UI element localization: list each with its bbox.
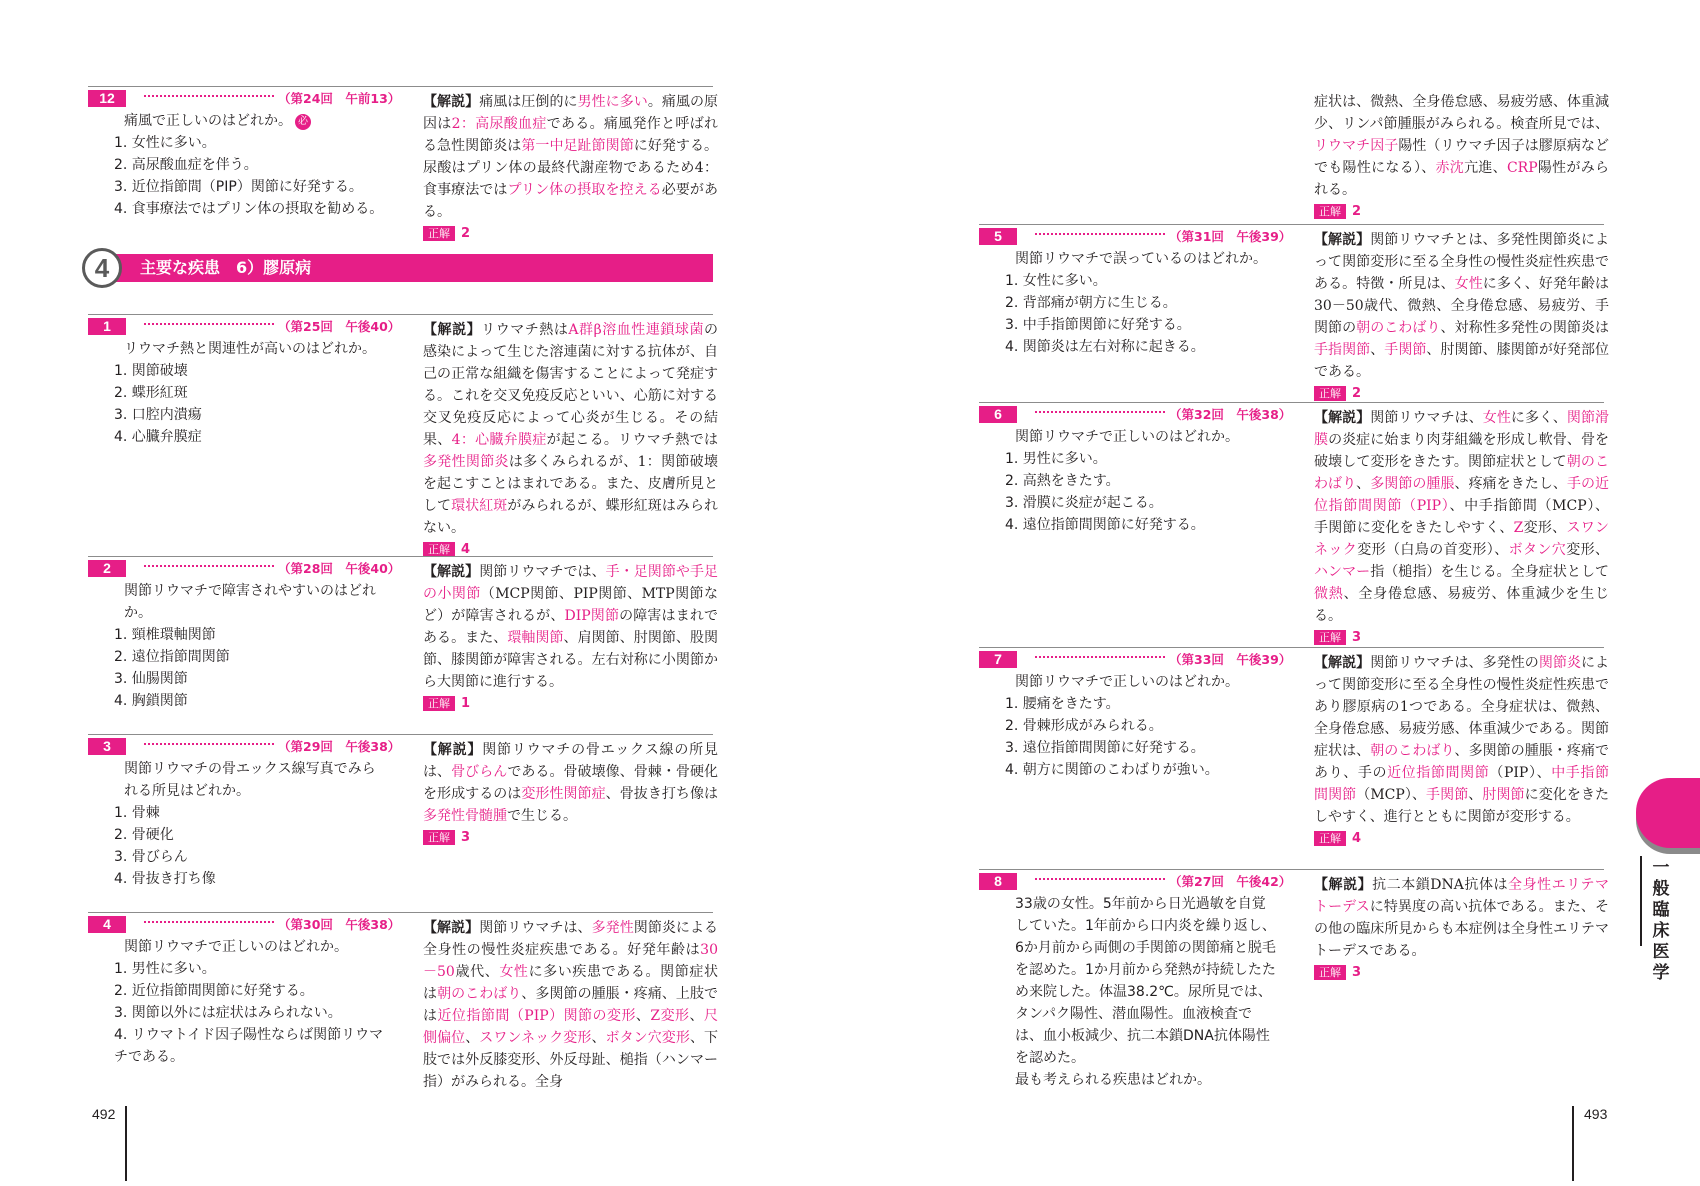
highlight-term: CRP xyxy=(1506,160,1538,176)
answer-value: 4 xyxy=(1352,831,1362,846)
question-block xyxy=(88,314,719,557)
highlight-term: 手関節 xyxy=(1384,342,1427,358)
explanation-fragment: （PIP）、 xyxy=(1489,765,1552,781)
continuation-block xyxy=(979,86,1610,219)
highlight-term: 近位指節間（PIP）関節の変形 xyxy=(437,1008,636,1024)
explanation-fragment: 関節リウマチの骨エックス線の所見は、 xyxy=(423,742,718,780)
answer-option: 4. 胸鎖関節 xyxy=(114,693,188,709)
question-number: 12 xyxy=(88,90,126,107)
explanation-fragment: 指（槌指）を生じる。全身症状として xyxy=(1370,564,1610,580)
explanation-text xyxy=(1314,655,1609,825)
explanation-fragment: 、多関節の腫脹・疼痛、上肢では xyxy=(423,986,719,1024)
answer-option: 4. リウマトイド因子陽性ならば関節リウマチである。 xyxy=(114,1027,384,1065)
question-block xyxy=(979,869,1609,1088)
answer-option: 3. 関節以外には症状はみられない。 xyxy=(114,1005,342,1021)
explanation-fragment: 陽性（リウマチ因子は膠原病などでも陽性になる）、 xyxy=(1314,138,1610,176)
question-body xyxy=(110,580,385,712)
explanation xyxy=(1314,652,1609,849)
section-number: 4 xyxy=(94,253,110,283)
explanation-fragment: 変形、 xyxy=(1523,520,1567,536)
question-number: 5 xyxy=(979,228,1017,245)
question-number: 3 xyxy=(88,738,126,755)
highlight-term: 尺側偏位 xyxy=(423,1008,718,1046)
page-divider-left xyxy=(125,1106,127,1181)
dotted-leader xyxy=(1035,233,1165,235)
explanation-fragment: 抗二本鎖DNA抗体は xyxy=(1372,877,1509,893)
question-stem-2: 最も考えられる疾患はどれか。 xyxy=(1015,1072,1211,1088)
question-stem xyxy=(1001,671,1276,693)
highlight-term: 変形性関節症 xyxy=(521,786,606,802)
explanation-fragment: によって関節変形に至る全身性の慢性炎症性疾患であり膠原病の1つである。全身症状は、微熱、全身倦怠感、易疲労感、体重減少である。関節症状は、 xyxy=(1314,655,1610,759)
explanation-fragment: 、 xyxy=(591,1030,606,1046)
explanation-fragment: 変形、 xyxy=(1566,542,1610,558)
answer-option: 3. 骨びらん xyxy=(114,849,188,865)
explanation-fragment: 関節リウマチは、 xyxy=(479,920,592,936)
question-body xyxy=(1001,893,1276,1091)
question-block xyxy=(979,647,1609,857)
answer-row xyxy=(1314,202,1609,222)
page-number-left: 492 xyxy=(92,1106,116,1122)
explanation-text xyxy=(1314,91,1609,201)
answer-option: 2. 近位指節間関節に好発する。 xyxy=(114,983,314,999)
explanation-fragment: が起こる。リウマチ熱では xyxy=(546,432,718,448)
answer-row xyxy=(1314,963,1609,983)
explanation-fragment: 、全身倦怠感、易疲労、体重減少を生じる。 xyxy=(1314,586,1610,624)
explanation-fragment: 関節リウマチは、多発性の xyxy=(1370,655,1539,671)
explanation xyxy=(423,319,718,560)
highlight-term: 朝のこわばり xyxy=(437,986,522,1002)
explanation-fragment: 、 xyxy=(1468,787,1483,803)
explanation-label: 【解説】 xyxy=(423,564,480,580)
dotted-leader xyxy=(1035,411,1165,413)
question-stem xyxy=(110,580,385,624)
explanation-fragment: 必要がある。 xyxy=(423,182,718,220)
highlight-term: 手指関節 xyxy=(1314,342,1371,358)
dotted-leader xyxy=(1035,878,1165,880)
answer-label: 正解 xyxy=(1314,630,1346,645)
answer-option: 1. 女性に多い。 xyxy=(114,135,216,151)
explanation xyxy=(423,91,718,244)
answer-value: 1 xyxy=(461,696,471,711)
highlight-term: 多発性 xyxy=(591,920,634,936)
answer-option: 1. 関節破壊 xyxy=(114,363,188,379)
explanation-fragment: 陽性がみられる。 xyxy=(1314,160,1610,198)
question-number: 4 xyxy=(88,916,126,933)
explanation-fragment: に変化をきたしやすく、進行とともに関節が変形する。 xyxy=(1314,787,1610,825)
dotted-leader xyxy=(144,565,274,567)
answer-option: 1. 女性に多い。 xyxy=(1005,273,1107,289)
question-stem-text: 関節リウマチで正しいのはどれか。 xyxy=(124,939,348,955)
question-block xyxy=(979,224,1610,401)
highlight-term: 肘関節 xyxy=(1482,787,1525,803)
explanation-fragment: 、対称性多発性の関節炎は xyxy=(1440,320,1610,336)
question-source: （第27回 午後42） xyxy=(1169,874,1292,889)
highlight-term: 第一中足趾節関節 xyxy=(521,138,634,154)
highlight-term: 朝のこわばり xyxy=(1314,454,1609,492)
highlight-term: DIP関節 xyxy=(564,608,620,624)
answer-value: 4 xyxy=(461,542,471,557)
highlight-term: 中手指節間関節 xyxy=(1314,765,1610,803)
explanation-fragment: （MCP関節、PIP関節、MTP関節など）が障害されるが、 xyxy=(423,586,718,624)
question-stem xyxy=(1001,248,1276,270)
question-block xyxy=(88,734,718,904)
explanation-fragment: で生じる。 xyxy=(507,808,577,824)
question-stem xyxy=(1001,426,1276,448)
question-number: 6 xyxy=(979,406,1017,423)
explanation-fragment: 、疼痛をきたし、 xyxy=(1454,476,1567,492)
answer-row xyxy=(423,828,718,848)
highlight-term: Z xyxy=(1513,520,1524,536)
answer-option: 1. 男性に多い。 xyxy=(1005,451,1107,467)
explanation-fragment: 歳代、 xyxy=(454,964,500,980)
explanation-fragment: 関節リウマチは、 xyxy=(1370,410,1483,426)
highlight-term: 30－50 xyxy=(423,942,718,980)
highlight-term: 女性 xyxy=(1454,276,1483,292)
answer-option: 2. 高熱をきたす。 xyxy=(1005,473,1120,489)
explanation-fragment: 、骨抜き打ち像は xyxy=(605,786,719,802)
question-stem-text: 関節リウマチで正しいのはどれか。 xyxy=(1015,674,1239,690)
question-number: 8 xyxy=(979,873,1017,890)
explanation-fragment: に多く、 xyxy=(1510,410,1567,426)
chapter-tab[interactable] xyxy=(1636,778,1700,848)
question-source: （第30回 午後38） xyxy=(278,917,401,932)
highlight-term: プリン体の摂取を控える xyxy=(507,182,662,198)
answer-row xyxy=(1314,829,1609,849)
question-block xyxy=(88,556,718,726)
highlight-term: 赤沈 xyxy=(1435,160,1465,176)
explanation-fragment: 、中手指節間（MCP）、手関節に変化をきたしやすく、 xyxy=(1314,498,1609,536)
explanation-fragment: に多い疾患である。関節症状は xyxy=(423,964,719,1002)
explanation-fragment: である。痛風発作と呼ばれる急性関節炎は xyxy=(423,116,718,154)
question-source: （第25回 午後40） xyxy=(278,319,401,334)
question-body xyxy=(1001,671,1276,781)
page-number-right: 493 xyxy=(1584,1106,1608,1122)
question-stem-text: 関節リウマチの骨エックス線写真でみられる所見はどれか。 xyxy=(124,761,376,799)
explanation xyxy=(1314,407,1609,648)
question-body xyxy=(110,758,385,890)
highlight-term: 関節炎 xyxy=(1538,655,1581,671)
answer-option: 1. 男性に多い。 xyxy=(114,961,216,977)
section-header xyxy=(88,254,713,282)
explanation xyxy=(1314,874,1609,983)
highlight-term: スワンネック変形 xyxy=(479,1030,592,1046)
highlight-term: 男性に多い xyxy=(577,94,648,110)
answer-option: 3. 口腔内潰瘍 xyxy=(114,407,202,423)
question-source: （第29回 午後38） xyxy=(278,739,401,754)
answer-label: 正解 xyxy=(1314,204,1346,219)
answer-row xyxy=(1314,384,1609,404)
explanation xyxy=(423,561,718,714)
question-number: 7 xyxy=(979,651,1017,668)
answer-option: 2. 高尿酸血症を伴う。 xyxy=(114,157,258,173)
explanation-fragment: リウマチ熱は xyxy=(481,322,569,338)
answer-option: 1. 腰痛をきたす。 xyxy=(1005,696,1120,712)
question-stem-text: 痛風で正しいのはどれか。 xyxy=(124,113,292,129)
answer-label: 正解 xyxy=(423,542,455,557)
answer-label: 正解 xyxy=(423,696,455,711)
explanation-text xyxy=(423,920,718,1090)
explanation-fragment: （MCP）、 xyxy=(1356,787,1427,803)
answer-label: 正解 xyxy=(423,226,455,241)
explanation-fragment: がみられるが、蝶形紅斑はみられない。 xyxy=(423,498,719,536)
question-number: 1 xyxy=(88,318,126,335)
explanation-label: 【解説】 xyxy=(1314,877,1373,893)
highlight-term: リウマチ因子 xyxy=(1314,138,1399,154)
explanation-fragment: に特異度の高い抗体である。また、その他の臨床所見からも本症例は全身性エリテマトーデスである。 xyxy=(1314,899,1609,959)
question-body xyxy=(110,110,385,220)
question-source: （第31回 午後39） xyxy=(1169,229,1292,244)
highlight-term: 多関節の腫脹 xyxy=(1370,476,1455,492)
explanation-label: 【解説】 xyxy=(1314,232,1371,248)
question-stem xyxy=(1001,893,1276,1069)
answer-option: 1. 骨棘 xyxy=(114,805,160,821)
explanation-fragment: 、多関節の腫脹・疼痛であり、手の xyxy=(1314,743,1610,781)
answer-option: 2. 骨硬化 xyxy=(114,827,174,843)
highlight-term: 近位指節間関節 xyxy=(1387,765,1490,781)
explanation-fragment: 、 xyxy=(1370,342,1385,358)
answer-option: 3. 近位指節間（PIP）関節に好発する。 xyxy=(114,179,363,195)
explanation-text xyxy=(423,322,718,536)
explanation-fragment: の感染によって生じた溶連菌に対する抗体が、自己の正常な組織を傷害することによって発症する。これを交叉免疫反応といい、心筋に対する交叉免疫反応によって心炎が生じる。その結果、 xyxy=(423,322,718,448)
explanation-fragment: 関節炎による全身性の慢性炎症疾患である。好発年齢は xyxy=(423,920,719,958)
highlight-term: 全身性エリテマトーデス xyxy=(1314,877,1609,915)
highlight-term: ハンマー xyxy=(1314,564,1371,580)
explanation-label: 【解説】 xyxy=(423,920,480,936)
explanation-fragment: 関節リウマチとは、多発性関節炎によって関節変形に至る全身性の慢性炎症性疾患である。特徴・所見は、 xyxy=(1314,232,1610,292)
explanation-fragment: 変形（白鳥の首変形）、 xyxy=(1357,542,1509,558)
answer-option: 1. 頸椎環軸関節 xyxy=(114,627,216,643)
explanation-label: 【解説】 xyxy=(1314,655,1371,671)
highlight-term: 朝のこわばり xyxy=(1356,320,1441,336)
explanation-fragment: 痛風は圧倒的に xyxy=(479,94,578,110)
explanation-text xyxy=(1314,410,1609,624)
explanation xyxy=(1314,229,1609,404)
explanation-text xyxy=(1314,232,1609,380)
highlight-term: 手関節 xyxy=(1426,787,1469,803)
explanation-fragment: 、肩関節、肘関節、股関節、膝関節が障害される。左右対称に小関節から大関節に進行する。 xyxy=(423,630,719,690)
answer-row xyxy=(423,224,718,244)
highlight-term: 微熱 xyxy=(1314,586,1344,602)
answer-value: 3 xyxy=(461,830,471,845)
explanation-label: 【解説】 xyxy=(423,322,482,338)
question-body xyxy=(1001,248,1276,358)
question-stem xyxy=(110,758,385,802)
answer-option: 4. 骨抜き打ち像 xyxy=(114,871,216,887)
highlight-term: 骨びらん xyxy=(451,764,508,780)
highlight-term: 多発性関節炎 xyxy=(423,454,509,470)
answer-value: 2 xyxy=(461,226,471,241)
explanation-fragment: 、 xyxy=(635,1008,651,1024)
explanation-fragment: 関節リウマチでは、 xyxy=(479,564,606,580)
highlight-term: 手の近位指節間関節（PIP） xyxy=(1314,476,1610,514)
question-body xyxy=(110,338,385,448)
explanation-label: 【解説】 xyxy=(1314,410,1371,426)
dotted-leader xyxy=(1035,656,1165,658)
explanation-fragment: の障害はまれである。また、 xyxy=(423,608,718,646)
question-stem xyxy=(110,338,385,360)
question-stem-text: 関節リウマチで正しいのはどれか。 xyxy=(1015,429,1239,445)
answer-option: 4. 朝方に関節のこわばりが強い。 xyxy=(1005,762,1219,778)
explanation-label: 【解説】 xyxy=(423,742,483,758)
highlight-term: 朝のこわばり xyxy=(1370,743,1455,759)
explanation-fragment: 、 xyxy=(1356,476,1371,492)
highlight-term: 女性 xyxy=(499,964,529,980)
answer-option: 4. 心臓弁膜症 xyxy=(114,429,202,445)
answer-value: 3 xyxy=(1352,630,1362,645)
answer-option: 2. 遠位指節間関節 xyxy=(114,649,230,665)
highlight-term: ボタン穴 xyxy=(1508,542,1567,558)
explanation-fragment: 、下肢では外反膝変形、外反母趾、槌指（ハンマー指）がみられる。全身 xyxy=(423,1030,719,1090)
highlight-term: 環状紅斑 xyxy=(451,498,508,514)
explanation-fragment: 。痛風の原因は xyxy=(423,94,719,132)
question-stem-text: リウマチ熱と関連性が高いのはどれか。 xyxy=(124,341,376,357)
highlight-term: 環軸関節 xyxy=(507,630,564,646)
explanation-fragment: 、 xyxy=(689,1008,704,1024)
question-number: 2 xyxy=(88,560,126,577)
highlight-term: 女性 xyxy=(1482,410,1511,426)
dotted-leader xyxy=(144,323,274,325)
answer-option: 3. 仙腸関節 xyxy=(114,671,188,687)
explanation-continuation xyxy=(1314,91,1609,222)
explanation-fragment: 症状は、微熱、全身倦怠感、易疲労感、体重減少、リンパ節腫脹がみられる。検査所見では、 xyxy=(1314,94,1609,132)
page-divider-right xyxy=(1572,1106,1574,1181)
answer-label: 正解 xyxy=(423,830,455,845)
section-number-circle xyxy=(82,248,122,288)
answer-value: 3 xyxy=(1352,965,1362,980)
explanation-text xyxy=(423,94,718,220)
explanation-fragment: に好発する。尿酸はプリン体の最終代謝産物であるため4：食事療法では xyxy=(423,138,719,198)
answer-option: 2. 骨棘形成がみられる。 xyxy=(1005,718,1163,734)
question-source: （第24回 午前13） xyxy=(278,91,401,106)
explanation-fragment: 亢進、 xyxy=(1464,160,1507,176)
answer-option: 3. 中手指節関節に好発する。 xyxy=(1005,317,1191,333)
question-stem-text: 33歳の女性。5年前から日光過敏を自覚していた。1年前から口内炎を繰り返し、6か月前から両側の手関節の関節痛と脱毛を認めた。1か月前から発熱が持続したため来院した。体温38.2℃。尿所見では、タンパク陽性、潜血陽性。血液検査では、血小板減少、抗二本鎖DNA抗体陽性を認めた。 xyxy=(1015,896,1276,1066)
answer-label: 正解 xyxy=(1314,831,1346,846)
answer-option: 2. 蝶形紅斑 xyxy=(114,385,188,401)
highlight-term: スワンネック xyxy=(1314,520,1609,558)
answer-value: 2 xyxy=(1352,386,1362,401)
chapter-tab-label: 一般臨床医学 xyxy=(1652,858,1670,983)
answer-row xyxy=(423,694,718,714)
required-mark: 必 xyxy=(295,114,311,130)
explanation xyxy=(423,917,718,1093)
question-source: （第28回 午後40） xyxy=(278,561,401,576)
dotted-leader xyxy=(144,95,274,97)
answer-option: 4. 食事療法ではプリン体の摂取を勧める。 xyxy=(114,201,384,217)
dotted-leader xyxy=(144,743,274,745)
answer-option: 4. 関節炎は左右対称に起きる。 xyxy=(1005,339,1205,355)
highlight-term: 2：高尿酸血症 xyxy=(451,116,547,132)
question-stem xyxy=(110,110,385,132)
chapter-tab-rule xyxy=(1640,856,1642,946)
dotted-leader xyxy=(144,921,274,923)
explanation-fragment: に多く、好発年齢は30－50歳代、微熱、全身倦怠感、易疲労、手関節の xyxy=(1314,276,1610,336)
explanation xyxy=(423,739,718,848)
highlight-term: 多発性骨髄腫 xyxy=(423,808,507,824)
explanation-fragment: 、肘関節、膝関節が好発部位である。 xyxy=(1314,342,1610,380)
explanation-label: 【解説】 xyxy=(423,94,480,110)
question-body xyxy=(1001,426,1276,536)
answer-label: 正解 xyxy=(1314,386,1346,401)
highlight-term: 4：心臓弁膜症 xyxy=(451,432,547,448)
answer-option: 4. 遠位指節間関節に好発する。 xyxy=(1005,517,1205,533)
question-block xyxy=(88,86,719,241)
highlight-term: ボタン穴変形 xyxy=(605,1030,690,1046)
question-source: （第33回 午後39） xyxy=(1169,652,1292,667)
highlight-term: 関節滑膜 xyxy=(1314,410,1610,448)
explanation-text xyxy=(423,564,718,690)
explanation-fragment: の炎症に始まり肉芽組織を形成し軟骨、骨を破壊して変形をきたす。関節症状として xyxy=(1314,432,1610,470)
answer-option: 2. 背部痛が朝方に生じる。 xyxy=(1005,295,1177,311)
answer-row xyxy=(1314,628,1609,648)
explanation-fragment: 、 xyxy=(465,1030,480,1046)
question-stem xyxy=(110,936,385,958)
answer-label: 正解 xyxy=(1314,965,1346,980)
highlight-term: A群β溶血性連鎖球菌 xyxy=(568,322,704,338)
question-stem-text: 関節リウマチで障害されやすいのはどれか。 xyxy=(124,583,376,621)
answer-option: 3. 遠位指節間関節に好発する。 xyxy=(1005,740,1205,756)
section-title: 主要な疾患 6）膠原病 xyxy=(140,258,312,277)
question-block xyxy=(88,912,719,1090)
answer-value: 2 xyxy=(1352,204,1362,219)
explanation-fragment: である。骨破壊像、骨棘・骨硬化を形成するのは xyxy=(423,764,719,802)
highlight-term: Z変形 xyxy=(650,1008,690,1024)
question-source: （第32回 午後38） xyxy=(1169,407,1292,422)
question-body xyxy=(110,936,385,1068)
explanation-fragment: は多くみられるが、1：関節破壊を起こすことはまれである。また、皮膚所見として xyxy=(423,454,718,514)
question-block xyxy=(979,402,1610,645)
question-stem-text: 関節リウマチで誤っているのはどれか。 xyxy=(1015,251,1267,267)
answer-option: 3. 滑膜に炎症が起こる。 xyxy=(1005,495,1163,511)
highlight-term: 手・足関節や手足の小関節 xyxy=(423,564,719,602)
